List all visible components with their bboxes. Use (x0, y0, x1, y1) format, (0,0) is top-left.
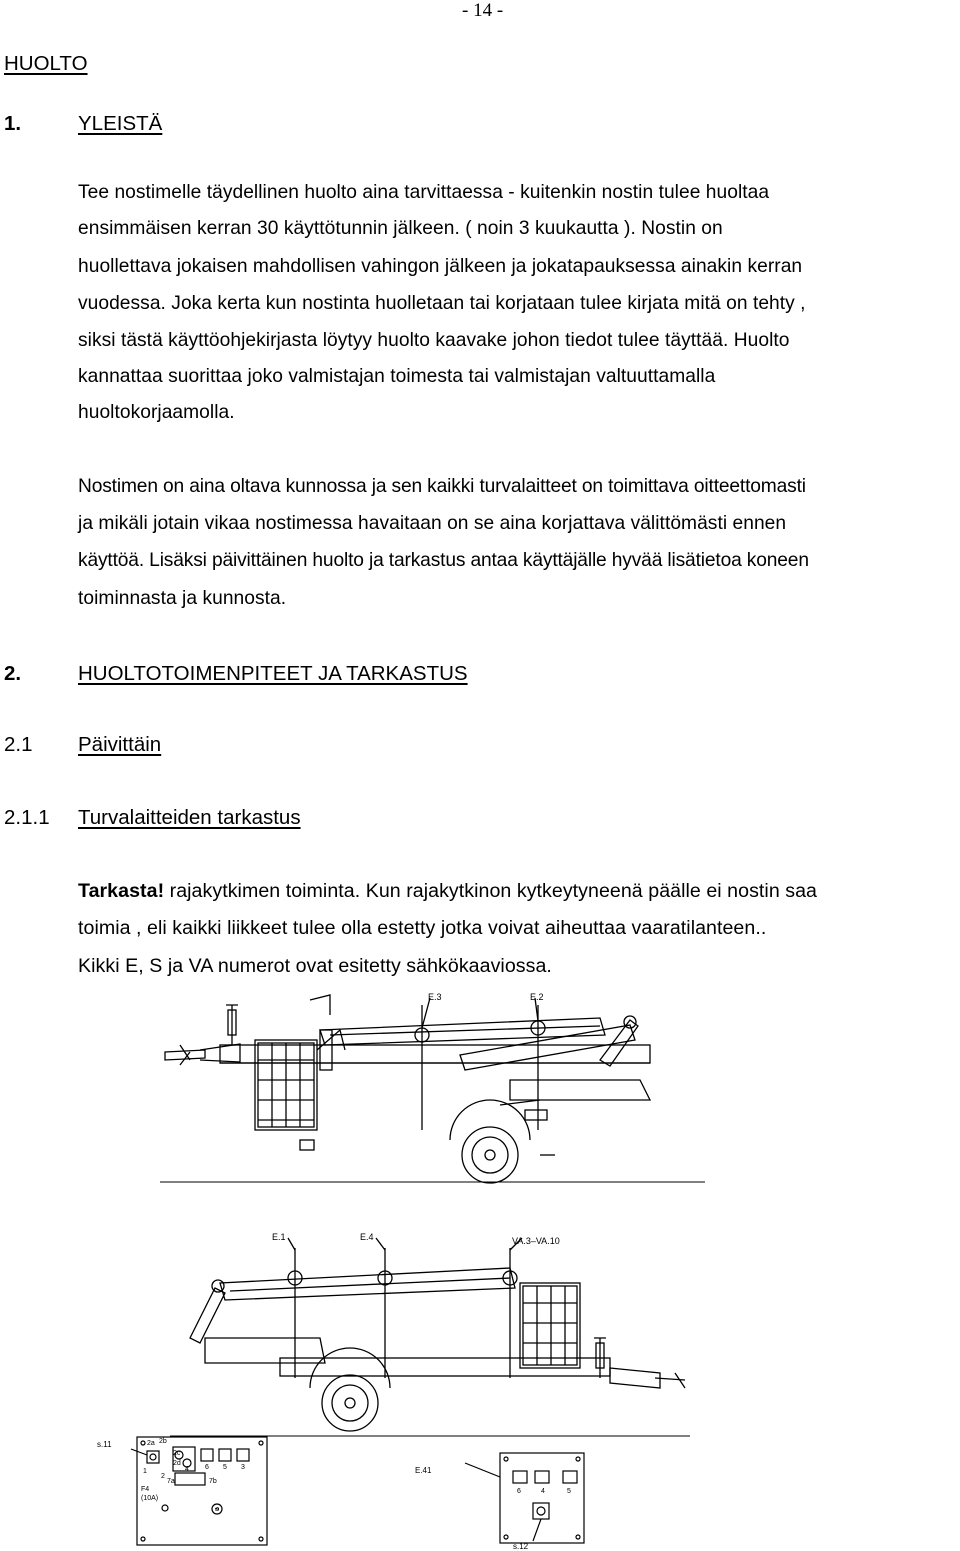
check-line-1-text: rajakytkimen toiminta. Kun rajakytkinon kytkeytyneenä päälle ei nostin saa (164, 880, 817, 902)
panel-label-f4: F4 (141, 1486, 150, 1493)
section-2-title: HUOLTOTOIMENPITEET JA TARKASTUS (78, 662, 468, 685)
right-panel-label-6: 6 (517, 1488, 521, 1495)
panel-label-r: R (214, 1508, 219, 1514)
subsection-2-1-1-title: Turvalaitteiden tarkastus (78, 806, 301, 829)
label-e2: E.2 (530, 992, 544, 1002)
text-line: huollettava jokaisen mahdollisen vahingon jälkeen ja jokatapauksessa ainakin kerran (78, 256, 803, 277)
lift-diagram-side-view-2 (150, 1228, 710, 1438)
text-line: Tee nostimelle täydellinen huolto aina tarvittaessa - kuitenkin nostin tulee huoltaa (78, 182, 770, 203)
panel-label-2a: 2a (147, 1440, 155, 1447)
text-line: kannattaa suorittaa joko valmistajan toimesta tai valmistajan valtuuttamalla (78, 366, 716, 387)
check-line-3: Kikki E, S ja VA numerot ovat esitetty sähkökaaviossa. (78, 955, 552, 977)
page-number: - 14 - (462, 0, 504, 21)
subsection-2-1-1-number: 2.1.1 (4, 806, 50, 829)
section-1-number: 1. (4, 112, 22, 135)
subsection-2-1-title: Päivittäin (78, 733, 162, 756)
panel-label-f4-amp: (10A) (141, 1495, 159, 1502)
text-line: Nostimen on aina oltava kunnossa ja sen kaikki turvalaitteet on toimittava oitteettomasti (78, 476, 806, 497)
text-line: ensimmäisen kerran 30 käyttötunnin jälkeen. ( noin 3 kuukautta ). Nostin on (78, 218, 723, 239)
check-line-2: toimia , eli kaikki liikkeet tulee olla estetty jotka voivat aiheuttaa vaaratilanteen.. (78, 917, 767, 939)
text-line: vuodessa. Joka kerta kun nostinta huolletaan tai korjataan tulee kirjata mitä on tehty , (78, 293, 806, 314)
label-s11: s.11 (97, 1440, 112, 1449)
check-bold-exclaim: ! (157, 880, 165, 902)
main-heading: HUOLTO (4, 52, 88, 75)
panel-label-2b: 2b (159, 1438, 167, 1445)
label-e4: E.4 (360, 1232, 374, 1242)
text-line: toiminnasta ja kunnosta. (78, 588, 287, 609)
subsection-2-1-number: 2.1 (4, 733, 33, 756)
label-e3: E.3 (428, 992, 442, 1002)
check-bold-label: Tarkasta (78, 880, 158, 902)
panel-label-7a: 7a (167, 1478, 175, 1485)
panel-label-2d: 2d (173, 1460, 181, 1467)
right-panel-label-4: 4 (541, 1488, 545, 1495)
panel-label-6: 6 (205, 1464, 209, 1471)
panel-label-4: 4 (185, 1466, 189, 1473)
label-e41: E.41 (415, 1466, 432, 1475)
lift-diagram-side-view-1 (160, 990, 720, 1190)
panel-label-2: 2 (161, 1473, 165, 1480)
text-line: siksi tästä käyttöohjekirjasta löytyy huolto kaavake johon tiedot tulee täyttää. Huolto (78, 330, 790, 351)
section-1-title: YLEISTÄ (78, 112, 163, 135)
label-s12: s.12 (513, 1542, 529, 1551)
text-line: käyttöä. Lisäksi päivittäinen huolto ja tarkastus antaa käyttäjälle hyvää lisätietoa koneen (78, 550, 809, 571)
text-line: ja mikäli jotain vikaa nostimessa havaitaan on se aina korjattava välittömästi ennen (78, 513, 787, 534)
control-panels-diagram (95, 1433, 615, 1551)
panel-label-2c: 2c (173, 1450, 181, 1457)
section-2-number: 2. (4, 662, 22, 685)
check-line-1 (78, 880, 817, 903)
panel-label-5: 5 (223, 1464, 227, 1471)
label-va: VA.3–VA.10 (512, 1236, 560, 1246)
right-panel-label-5: 5 (567, 1488, 571, 1495)
panel-label-1: 1 (143, 1468, 147, 1475)
text-line: huoltokorjaamolla. (78, 402, 235, 423)
panel-label-3: 3 (241, 1464, 245, 1471)
panel-label-7b: 7b (209, 1478, 217, 1485)
label-e1: E.1 (272, 1232, 286, 1242)
